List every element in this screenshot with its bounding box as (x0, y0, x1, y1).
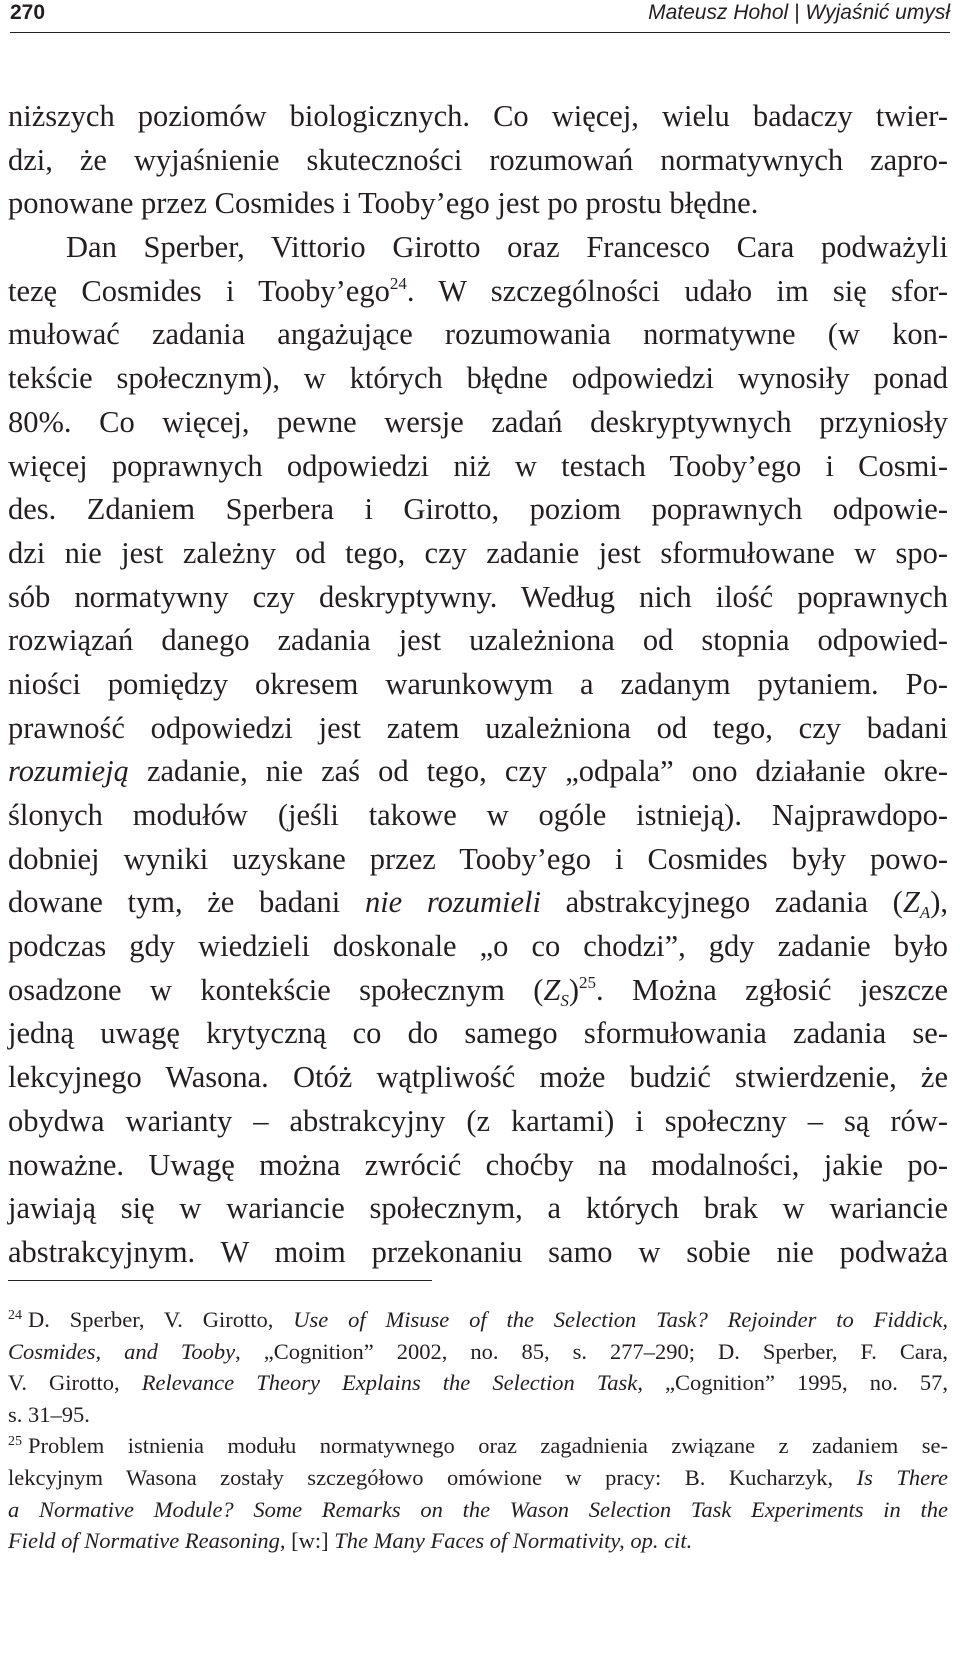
page-number: 270 (10, 1, 46, 24)
text-line: niości pomiędzy okresem warunkowym a zadanym pytaniem. Po- (8, 666, 948, 701)
text-line: osadzone w kontekście społecznym $(Z_S)^{25}$. Można zgłosić jeszcze (8, 972, 948, 1010)
text-line: obydwa warianty – abstrakcyjny (z kartami) i społeczny – są rów- (8, 1103, 948, 1138)
page-header (10, 0, 950, 33)
text-line: podczas gdy wiedzieli doskonale „o co chodzi”, gdy zadanie było (8, 929, 948, 964)
text-line: dzi nie jest zależny od tego, czy zadanie jest sformułowane w spo- (8, 535, 948, 570)
math-variable: Z (902, 885, 920, 920)
footnote-line: V. Girotto, Relevance Theory Explains the Selection Task, „Cognition” 1995, no. 57, (8, 1370, 949, 1396)
text-line: Dan Sperber, Vittorio Girotto oraz Francesco Cara podważyli (66, 230, 948, 265)
text-line: ślonych modułów (jeśli takowe w ogóle istnieją). Najprawdopo- (8, 798, 948, 832)
footnote-line: Field of Normative Reasoning, [w:] The Many Faces of Normativity, op. cit. (8, 1528, 693, 1554)
text-line: lekcyjnego Wasona. Otóż wątpliwość może budzić stwierdzenie, że (8, 1060, 948, 1095)
footnote-line: lekcyjnym Wasona zostały szczegółowo omówione w pracy: B. Kucharzyk, Is There (8, 1464, 948, 1490)
text-line: rozwiązań danego zadania jest uzależniona od stopnia odpowied- (8, 623, 948, 658)
text-line: jedną uwagę krytyczną co do samego sformułowania zadania se- (8, 1016, 948, 1051)
text-line: dzi, że wyjaśnienie skuteczności rozumowań normatywnych zapro- (8, 142, 948, 177)
footnote-divider (8, 1280, 432, 1281)
text-line: dobniej wyniki uzyskane przez Tooby’ego i Cosmides były powo- (8, 841, 948, 876)
text-line: tezę Cosmides i Tooby’ego$^{24}$. W szczególności udało im się sfor- (8, 273, 948, 308)
footnote-25 (8, 1430, 948, 1556)
footnote-line: a Normative Module? Some Remarks on the Wason Selection Task Experiments in the (8, 1496, 948, 1522)
footnote-line: s. 31–95. (8, 1401, 90, 1427)
footnote-line: $^{25}$ Problem istnienia modułu normatywnego oraz zagadnienia związane z zadaniem se- (8, 1433, 948, 1459)
footnote-24 (8, 1304, 948, 1430)
text-line: jawiają się w wariancie społecznym, a których brak w wariancie (8, 1191, 948, 1226)
main-text (8, 95, 948, 1275)
text-line: 80%. Co więcej, pewne wersje zadań deskryptywnych przyniosły (8, 404, 948, 439)
emphasis: nie rozumieli (364, 885, 541, 920)
footnote-ref-25[interactable]: 25 (579, 972, 597, 992)
emphasis: rozumieją (8, 754, 129, 789)
footnote-number: 25 (8, 1434, 22, 1450)
footnote-line: $^{24}$ D. Sperber, V. Girotto, Use of Misuse of the Selection Task? Rejoinder to Fiddick, (8, 1307, 948, 1332)
text-line: ponowane przez Cosmides i Tooby’ego jest po prostu błędne. (8, 186, 759, 221)
text-line: noważne. Uwagę można zwrócić choćby na modalności, jakie po- (8, 1147, 948, 1182)
text-line: sób normatywny czy deskryptywny. Według nich ilość poprawnych (8, 579, 948, 614)
text-line: tekście społecznym), w których błędne odpowiedzi wynosiły ponad (8, 361, 948, 396)
math-variable: Z (543, 972, 561, 1007)
text-line: mułować zadania angażujące rozumowania normatywne (w kon- (8, 317, 948, 352)
text-line: dowane tym, że badani nie rozumieli abstrakcyjnego zadania $(Z_A)$, (8, 885, 948, 923)
text-line: niższych poziomów biologicznych. Co więcej, wielu badaczy twier- (8, 99, 948, 133)
text-line: rozumieją zadanie, nie zaś od tego, czy „odpala” ono działanie okre- (8, 754, 948, 789)
text-line: abstrakcyjnym. W moim przekonaniu samo w sobie nie podważa (8, 1234, 948, 1269)
text-line: des. Zdaniem Sperbera i Girotto, poziom poprawnych odpowie- (8, 492, 948, 527)
footnote-ref-24[interactable]: 24 (389, 273, 407, 293)
text-line: prawność odpowiedzi jest zatem uzależniona od tego, czy badani (8, 710, 948, 745)
text-line: więcej poprawnych odpowiedzi niż w testach Tooby’ego i Cosmi- (8, 448, 948, 483)
footnotes (8, 1304, 948, 1557)
footnote-number: 24 (8, 1308, 22, 1323)
footnote-line: Cosmides, and Tooby, „Cognition” 2002, no. 85, s. 277–290; D. Sperber, F. Cara, (8, 1338, 948, 1364)
running-head: Mateusz Hohol | Wyjaśnić umysł (648, 1, 950, 24)
